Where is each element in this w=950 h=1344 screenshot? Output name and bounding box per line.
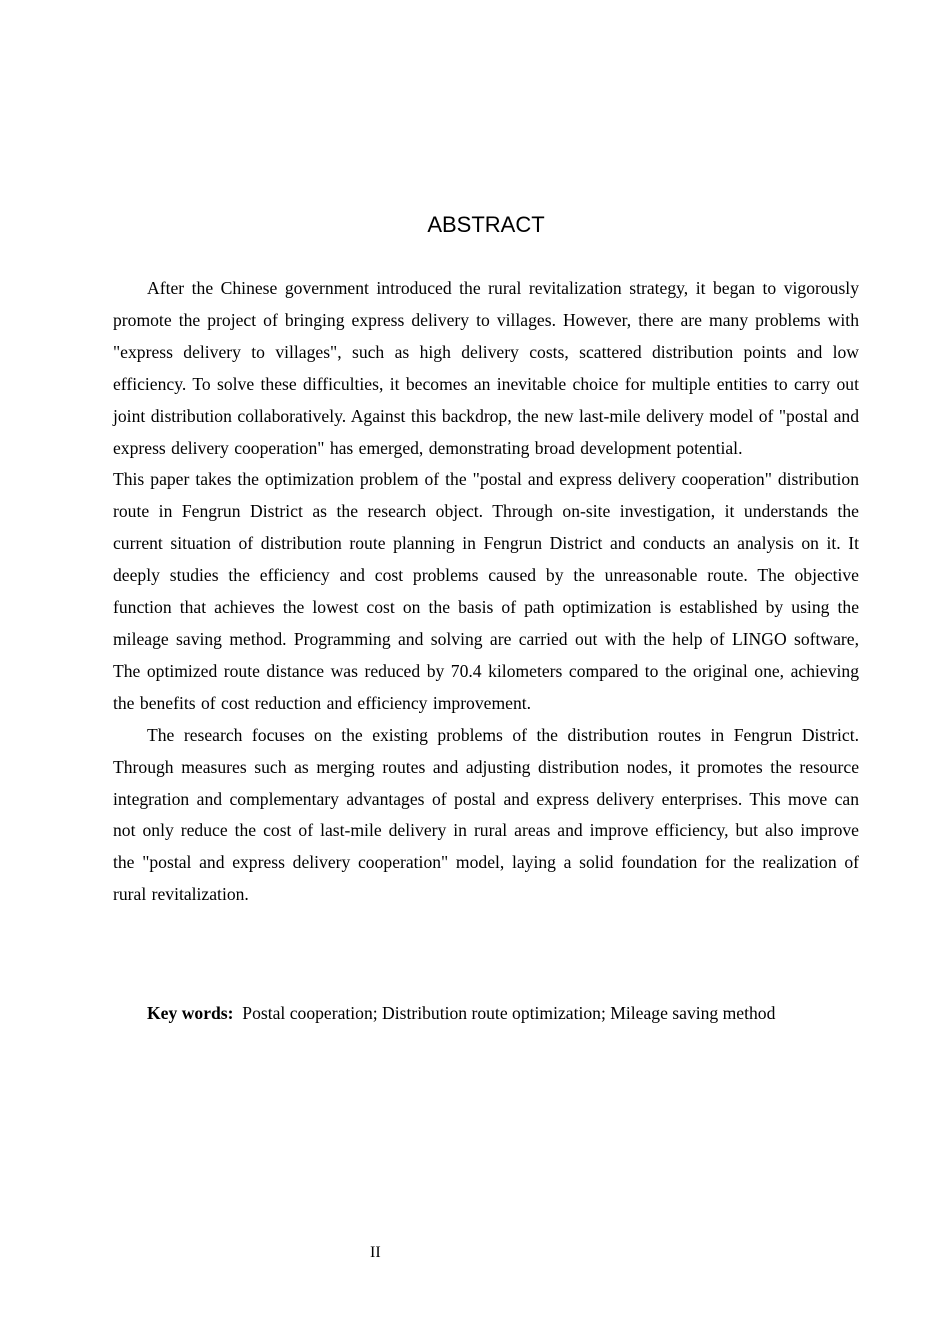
keywords-value: Postal cooperation; Distribution route optimization; Mileage saving method <box>242 1003 776 1023</box>
keywords-label: Key words: <box>147 1003 234 1023</box>
keywords-line <box>147 998 887 1028</box>
abstract-title: ABSTRACT <box>427 212 545 237</box>
page-number: II <box>370 1244 381 1261</box>
abstract-paragraph-2: This paper takes the optimization problem of the "postal and express delivery cooperation" distribution route in Fengrun District as the research object. Through on-site investigation, it understands the current situation of distribution route planning in Fengrun District and conducts an analysis on it. It deeply studies the efficiency and cost problems caused by the unreasonable route. The objective function that achieves the lowest cost on the basis of path optimization is established by using the mileage saving method. Programming and solving are carried out with the help of LINGO software, The optimized route distance was reduced by 70.4 kilometers compared to the original one, achieving the benefits of cost reduction and efficiency improvement. <box>113 469 859 713</box>
abstract-paragraph-1: After the Chinese government introduced the rural revitalization strategy, it began to vigorously promote the project of bringing express delivery to villages. However, there are many problems with "express delivery to villages", such as high delivery costs, scattered distribution points and low efficiency. To solve these difficulties, it becomes an inevitable choice for multiple entities to carry out joint distribution collaboratively. Against this backdrop, the new last-mile delivery model of "postal and express delivery cooperation" has emerged, demonstrating broad development potential. <box>113 278 859 458</box>
abstract-paragraph-3: The research focuses on the existing problems of the distribution routes in Fengrun District. Through measures such as merging routes and adjusting distribution nodes, it promotes the resource integration and complementary advantages of postal and express delivery enterprises. This move can not only reduce the cost of last-mile delivery in rural areas and improve efficiency, but also improve the "postal and express delivery cooperation" model, laying a solid foundation for the realization of rural revitalization. <box>113 724 859 905</box>
abstract-body <box>113 273 859 911</box>
